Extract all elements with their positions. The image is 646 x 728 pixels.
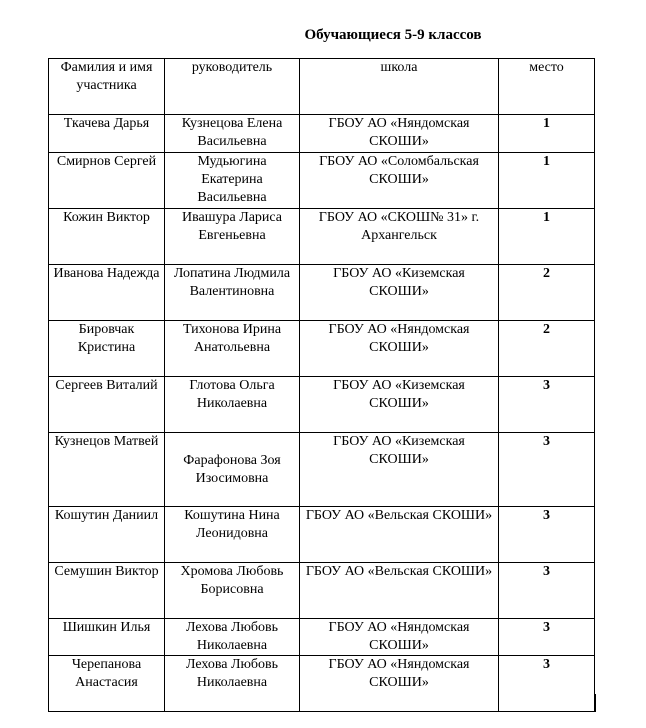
- school-name: ГБОУ АО «Вельская СКОШИ»: [300, 563, 499, 619]
- text-cursor: [595, 694, 596, 712]
- school-name: ГБОУ АО «Няндомская СКОШИ»: [300, 656, 499, 712]
- column-header-leader: руководитель: [165, 59, 300, 115]
- leader-name: Кузнецова Елена Васильевна: [165, 115, 300, 153]
- place-value: 3: [499, 433, 595, 507]
- table-row: [49, 507, 595, 563]
- participant-name: Бировчак Кристина: [49, 321, 165, 377]
- document-title: Обучающиеся 5-9 классов: [304, 27, 482, 43]
- column-header-school: школа: [300, 59, 499, 115]
- place-value: 2: [499, 321, 595, 377]
- place-value: 3: [499, 507, 595, 563]
- leader-name: Кошутина Нина Леонидовна: [165, 507, 300, 563]
- table-row: [49, 377, 595, 433]
- place-value: 1: [499, 209, 595, 265]
- leader-name: Ивашура Лариса Евгеньевна: [165, 209, 300, 265]
- school-name: ГБОУ АО «СКОШ№ 31» г. Архангельск: [300, 209, 499, 265]
- school-name: ГБОУ АО «Няндомская СКОШИ»: [300, 619, 499, 656]
- place-value: 1: [499, 153, 595, 209]
- place-value: 3: [499, 619, 595, 656]
- leader-name: Глотова Ольга Николаевна: [165, 377, 300, 433]
- participant-name: Кошутин Даниил: [49, 507, 165, 563]
- leader-name: Лехова Любовь Николаевна: [165, 656, 300, 712]
- leader-name: Фарафонова Зоя Изосимовна: [165, 433, 300, 507]
- place-value: 3: [499, 377, 595, 433]
- table-row: [49, 265, 595, 321]
- table-row: [49, 153, 595, 209]
- participant-name: Кожин Виктор: [49, 209, 165, 265]
- participant-name: Смирнов Сергей: [49, 153, 165, 209]
- table-header-row: [49, 59, 595, 115]
- place-value: 1: [499, 115, 595, 153]
- place-value: 3: [499, 563, 595, 619]
- leader-name: Лопатина Людмила Валентиновна: [165, 265, 300, 321]
- leader-name: Тихонова Ирина Анатольевна: [165, 321, 300, 377]
- place-value: 3: [499, 656, 595, 712]
- table-row: [49, 115, 595, 153]
- participant-name: Шишкин Илья: [49, 619, 165, 656]
- participant-name: Черепанова Анастасия: [49, 656, 165, 712]
- leader-name: Лехова Любовь Николаевна: [165, 619, 300, 656]
- table-row: [49, 619, 595, 656]
- school-name: ГБОУ АО «Няндомская СКОШИ»: [300, 115, 499, 153]
- leader-name: Хромова Любовь Борисовна: [165, 563, 300, 619]
- table-row: [49, 321, 595, 377]
- school-name: ГБОУ АО «Киземская СКОШИ»: [300, 265, 499, 321]
- place-value: 2: [499, 265, 595, 321]
- leader-name: Мудьюгина Екатерина Васильевна: [165, 153, 300, 209]
- table-row: [49, 563, 595, 619]
- participant-name: Кузнецов Матвей: [49, 433, 165, 507]
- participant-name: Семушин Виктор: [49, 563, 165, 619]
- table-row: [49, 209, 595, 265]
- table-row: [49, 656, 595, 712]
- participant-name: Иванова Надежда: [49, 265, 165, 321]
- school-name: ГБОУ АО «Киземская СКОШИ»: [300, 377, 499, 433]
- column-header-place: место: [499, 59, 595, 115]
- school-name: ГБОУ АО «Няндомская СКОШИ»: [300, 321, 499, 377]
- column-header-name: Фамилия и имя участника: [49, 59, 165, 115]
- school-name: ГБОУ АО «Вельская СКОШИ»: [300, 507, 499, 563]
- school-name: ГБОУ АО «Соломбальская СКОШИ»: [300, 153, 499, 209]
- school-name: ГБОУ АО «Киземская СКОШИ»: [300, 433, 499, 507]
- participant-name: Сергеев Виталий: [49, 377, 165, 433]
- table-row: [49, 433, 595, 507]
- participant-name: Ткачева Дарья: [49, 115, 165, 153]
- results-table: [48, 58, 595, 712]
